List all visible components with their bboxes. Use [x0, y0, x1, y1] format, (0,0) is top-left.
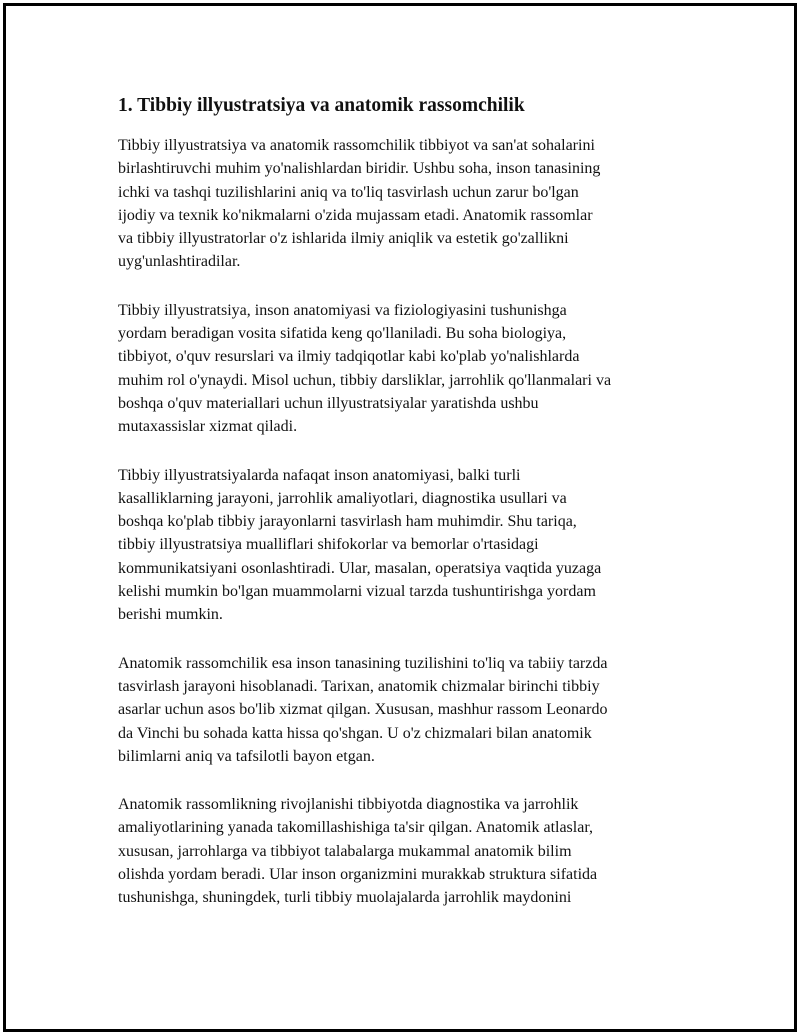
text-line: tushunishga, shuningdek, turli tibbiy muolajalarda jarrohlik maydonini [118, 889, 572, 907]
paragraph-4 [118, 652, 698, 768]
text-line: tibbiy illyustratsiya mualliflari shifokorlar va bemorlar o'rtasidagi [118, 536, 539, 554]
section-heading: 1. Tibbiy illyustratsiya va anatomik rassomchilik [118, 95, 525, 116]
text-line: asarlar uchun asos bo'lib xizmat qilgan. Xususan, mashhur rassom Leonardo [118, 701, 608, 719]
text-line: boshqa ko'plab tibbiy jarayonlarni tasvirlash ham muhimdir. Shu tariqa, [118, 513, 577, 531]
text-line: kasalliklarning jarayoni, jarrohlik amaliyotlari, diagnostika usullari va [118, 489, 567, 507]
text-line: Tibbiy illyustratsiyalarda nafaqat inson anatomiyasi, balki turli [118, 466, 521, 484]
text-line: kommunikatsiyani osonlashtiradi. Ular, masalan, operatsiya vaqtida yuzaga [118, 559, 602, 577]
text-line: va tibbiy illyustratorlar o'z ishlarida ilmiy aniqlik va estetik go'zallikni [118, 230, 569, 248]
text-line: muhim rol o'ynaydi. Misol uchun, tibbiy darsliklar, jarrohlik qo'llanmalari va [118, 371, 612, 389]
paragraph-2 [118, 299, 698, 439]
paragraph-5 [118, 793, 698, 909]
text-line: yordam beradigan vosita sifatida keng qo'llaniladi. Bu soha biologiya, [118, 325, 567, 343]
text-line: berishi mumkin. [118, 606, 223, 624]
text-line: Anatomik rassomlikning rivojlanishi tibbiyotda diagnostika va jarrohlik [118, 796, 579, 814]
text-line: amaliyotlarining yanada takomillashishiga ta'sir qilgan. Anatomik atlaslar, [118, 819, 594, 837]
paragraph-1 [118, 134, 698, 274]
text-line: tasvirlash jarayoni hisoblanadi. Tarixan, anatomik chizmalar birinchi tibbiy [118, 677, 600, 695]
text-line: da Vinchi bu sohada katta hissa qo'shgan. U o'z chizmalari bilan anatomik [118, 724, 592, 742]
text-line: Tibbiy illyustratsiya va anatomik rassomchilik tibbiyot va san'at sohalarini [118, 137, 595, 154]
text-line: xususan, jarrohlarga va tibbiyot talabalarga mukammal anatomik bilim [118, 842, 572, 860]
document-body [118, 92, 698, 935]
text-line: boshqa o'quv materiallari uchun illyustratsiyalar yaratishda ushbu [118, 394, 539, 412]
text-line: Tibbiy illyustratsiya, inson anatomiyasi va fiziologiyasini tushunishga [118, 301, 567, 319]
paragraph-3 [118, 464, 698, 627]
text-line: uyg'unlashtiradilar. [118, 253, 241, 271]
text-line: mutaxassislar xizmat qiladi. [118, 418, 298, 436]
text-line: ichki va tashqi tuzilishlarini aniq va to'liq tasvirlash uchun zarur bo'lgan [118, 183, 579, 201]
text-line: birlashtiruvchi muhim yo'nalishlardan biridir. Ushbu soha, inson tanasining [118, 160, 601, 178]
text-line: kelishi mumkin bo'lgan muammolarni vizual tarzda tushuntirishga yordam [118, 583, 596, 601]
text-line: bilimlarni aniq va tafsilotli bayon etgan. [118, 747, 375, 765]
text-line: Anatomik rassomchilik esa inson tanasining tuzilishini to'liq va tabiiy tarzda [118, 654, 608, 672]
text-line: olishda yordam beradi. Ular inson organizmini murakkab struktura sifatida [118, 866, 598, 884]
text-line: tibbiyot, o'quv resurslari va ilmiy tadqiqotlar kabi ko'plab yo'nalishlarda [118, 348, 580, 366]
text-line: ijodiy va texnik ko'nikmalarni o'zida mujassam etadi. Anatomik rassomlar [118, 206, 593, 224]
